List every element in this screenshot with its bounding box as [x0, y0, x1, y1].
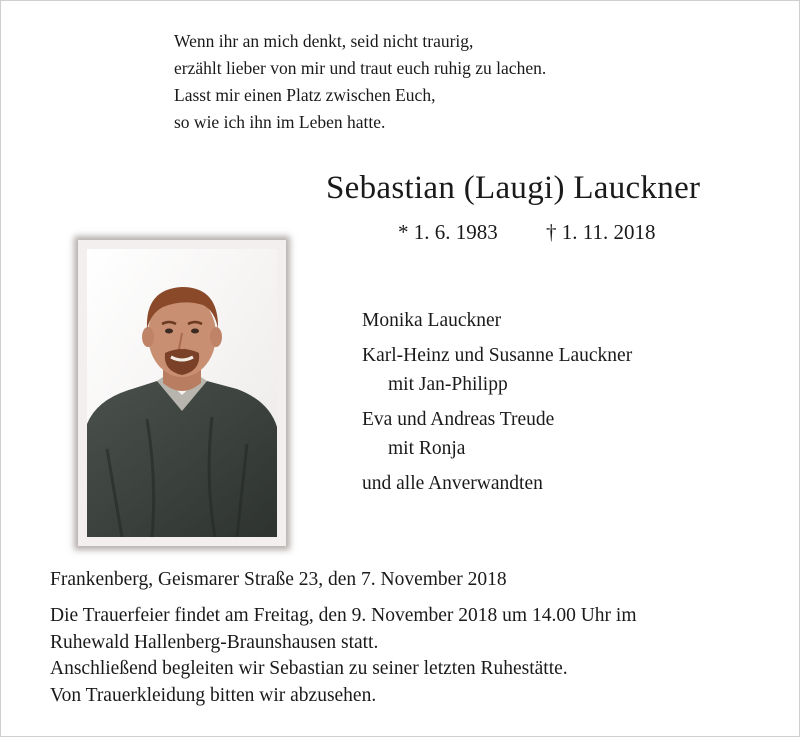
mourner-entry: und alle Anverwandten: [362, 473, 543, 494]
portrait-photo: [87, 249, 277, 537]
deceased-name: Sebastian (Laugi) Lauckner: [326, 170, 701, 206]
mourner-entry: Eva und Andreas Treude: [362, 409, 555, 430]
poem-line: Wenn ihr an mich denkt, seid nicht traurig,: [174, 31, 474, 51]
info-line: Ruhewald Hallenberg-Braunshausen statt.: [50, 631, 379, 653]
portrait-frame: [78, 240, 286, 546]
info-line: Die Trauerfeier findet am Freitag, den 9. November 2018 um 14.00 Uhr im: [50, 605, 637, 626]
mourners-list: [362, 306, 632, 498]
place-date: Frankenberg, Geismarer Straße 23, den 7. November 2018: [50, 569, 507, 590]
mourner-entry: mit Jan-Philipp: [388, 374, 508, 395]
mourner-entry: mit Ronja: [388, 438, 466, 459]
death-date: † 1. 11. 2018: [546, 220, 656, 244]
birth-date: * 1. 6. 1983: [398, 220, 498, 244]
info-line: Anschließend begleiten wir Sebastian zu seiner letzten Ruhestätte.: [50, 658, 568, 679]
poem-line: Lasst mir einen Platz zwischen Euch,: [174, 85, 436, 105]
info-line: Von Trauerkleidung bitten wir abzusehen.: [50, 684, 377, 706]
mourner-entry: Monika Lauckner: [362, 310, 502, 331]
poem-line: so wie ich ihn im Leben hatte.: [174, 112, 386, 132]
poem: [174, 28, 546, 136]
funeral-info: [50, 603, 637, 709]
poem-line: erzählt lieber von mir und traut euch ruhig zu lachen.: [174, 58, 547, 78]
mourner-entry: Karl-Heinz und Susanne Lauckner: [362, 345, 633, 366]
